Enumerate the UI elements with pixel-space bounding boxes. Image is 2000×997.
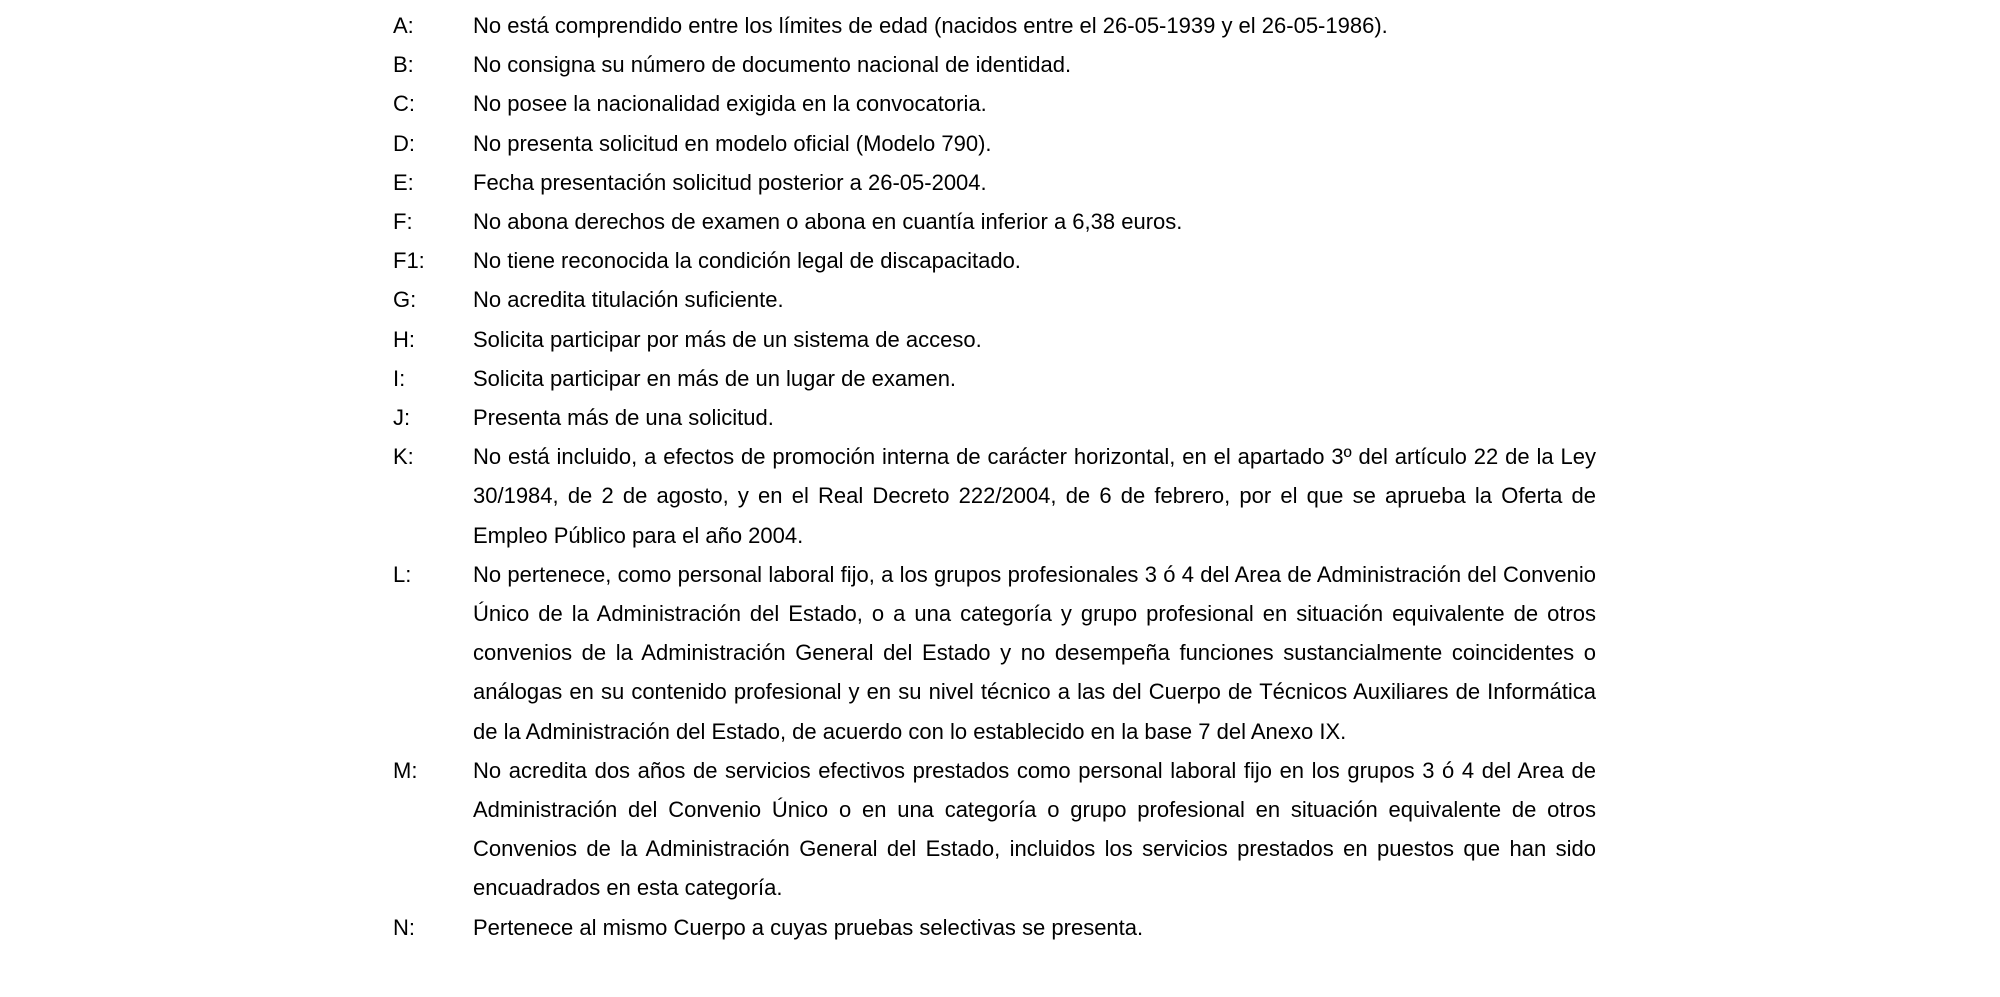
cause-code: N: [393, 914, 415, 940]
cause-code: F1: [393, 248, 425, 274]
list-item [393, 437, 1596, 555]
list-item [393, 320, 1596, 359]
cause-code: J: [393, 405, 411, 431]
cause-code: L: [393, 561, 412, 587]
cause-code: B: [393, 52, 414, 78]
cause-text: No acredita titulación suficiente. [473, 287, 784, 313]
cause-text: Presenta más de una solicitud. [473, 405, 774, 431]
cause-code: G: [393, 287, 417, 313]
cause-text: No acredita dos años de servicios efectivos prestados como personal laboral fijo en los grupos 3 ó 4 del Area de Administración del Convenio Único o en una categoría o grupo profesional en situación equivalente de otros Convenios de la Administración General del Estado, incluidos los servicios prestados en puestos que han sido encuadrados en esta categoría. [473, 757, 1596, 901]
exclusion-causes-list [393, 6, 1596, 947]
cause-code: D: [393, 130, 415, 156]
cause-code: C: [393, 91, 415, 117]
list-item [393, 6, 1596, 45]
cause-code: K: [393, 444, 414, 470]
cause-text: Pertenece al mismo Cuerpo a cuyas pruebas selectivas se presenta. [473, 914, 1144, 940]
cause-text: No consigna su número de documento nacional de identidad. [473, 52, 1072, 78]
list-item [393, 202, 1596, 241]
cause-code: F: [393, 209, 413, 235]
cause-code: M: [393, 757, 418, 783]
list-item [393, 398, 1596, 437]
cause-text: No posee la nacionalidad exigida en la convocatoria. [473, 91, 987, 117]
cause-text: No pertenece, como personal laboral fijo, a los grupos profesionales 3 ó 4 del Area de Administración del Convenio Único de la Administración del Estado, o a una categoría y grupo profesional en situación equivalente de otros convenios de la Administración General del Estado y no desempeña funciones sustancialmente coincidentes o análogas en su contenido profesional y en su nivel técnico a las del Cuerpo de Técnicos Auxiliares de Informática de la Administración del Estado, de acuerdo con lo establecido en la base 7 del Anexo IX. [473, 561, 1596, 744]
cause-text: No está incluido, a efectos de promoción interna de carácter horizontal, en el apartado 3º del artículo 22 de la Ley 30/1984, de 2 de agosto, y en el Real Decreto 222/2004, de 6 de febrero, por el que se aprueba la Oferta de Empleo Público para el año 2004. [473, 444, 1596, 548]
list-item [393, 555, 1596, 751]
list-item [393, 84, 1596, 123]
list-item [393, 241, 1596, 280]
cause-text: No abona derechos de examen o abona en cuantía inferior a 6,38 euros. [473, 209, 1183, 235]
list-item [393, 359, 1596, 398]
cause-code: A: [393, 13, 414, 38]
cause-text: Solicita participar en más de un lugar de examen. [473, 365, 957, 391]
list-item [393, 45, 1596, 84]
cause-code: E: [393, 169, 414, 195]
cause-code: H: [393, 326, 415, 352]
list-item [393, 124, 1596, 163]
cause-text: No tiene reconocida la condición legal de discapacitado. [473, 248, 1021, 274]
cause-text: Fecha presentación solicitud posterior a 26-05-2004. [473, 169, 987, 195]
cause-code: I: [393, 365, 406, 391]
cause-text: No presenta solicitud en modelo oficial (Modelo 790). [473, 130, 992, 156]
list-item [393, 280, 1596, 319]
cause-text: No está comprendido entre los límites de edad (nacidos entre el 26-05-1939 y el 26-05-1986). [473, 13, 1388, 38]
cause-text: Solicita participar por más de un sistema de acceso. [473, 326, 982, 352]
list-item [393, 751, 1596, 908]
list-item [393, 163, 1596, 202]
list-item [393, 908, 1596, 947]
